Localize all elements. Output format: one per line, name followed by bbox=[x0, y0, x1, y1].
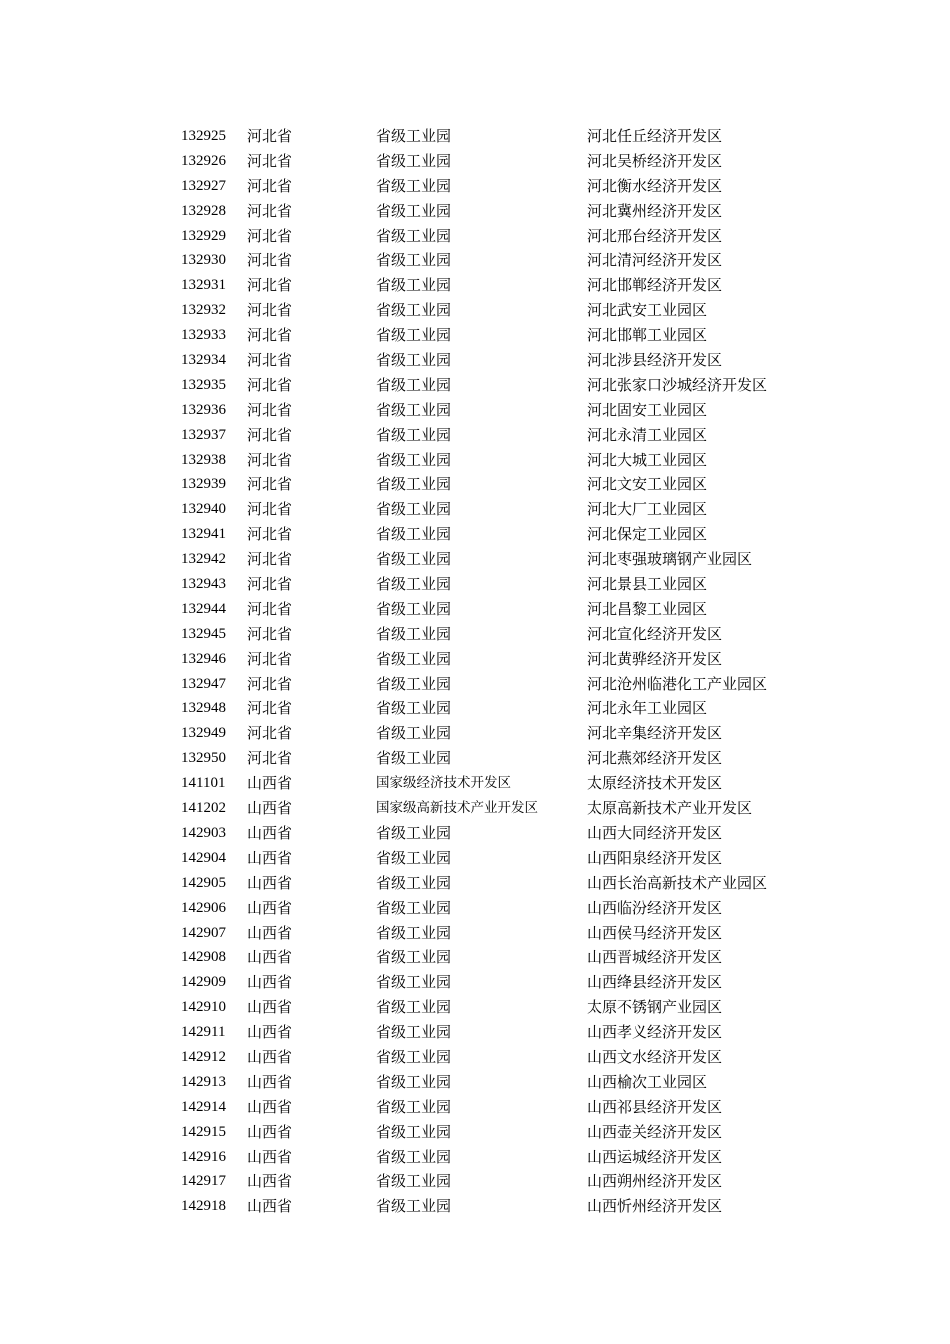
province-cell: 河北省 bbox=[247, 400, 293, 419]
park-code-cell: 141202 bbox=[181, 800, 226, 817]
province-cell: 河北省 bbox=[247, 276, 293, 295]
park-code-cell: 142916 bbox=[181, 1148, 226, 1165]
park-code-cell: 142904 bbox=[181, 849, 226, 866]
park-type-cell: 省级工业园 bbox=[376, 724, 452, 743]
park-code-cell: 132926 bbox=[181, 152, 226, 169]
park-code-cell: 142918 bbox=[181, 1198, 226, 1215]
park-name-cell: 山西绛县经济开发区 bbox=[587, 973, 723, 992]
park-type-cell: 省级工业园 bbox=[376, 1047, 452, 1066]
park-name-cell: 山西晋城经济开发区 bbox=[587, 948, 723, 967]
park-name-cell: 山西祁县经济开发区 bbox=[587, 1097, 723, 1116]
table-row bbox=[0, 522, 950, 547]
park-name-cell: 山西孝义经济开发区 bbox=[587, 1023, 723, 1042]
park-list-table bbox=[0, 124, 950, 1219]
park-code-cell: 141101 bbox=[181, 775, 226, 792]
park-type-cell: 省级工业园 bbox=[376, 699, 452, 718]
park-type-cell: 省级工业园 bbox=[376, 1122, 452, 1141]
park-code-cell: 142908 bbox=[181, 949, 226, 966]
park-name-cell: 山西长治高新技术产业园区 bbox=[587, 873, 768, 892]
park-type-cell: 省级工业园 bbox=[376, 624, 452, 643]
province-cell: 河北省 bbox=[247, 724, 293, 743]
park-type-cell: 省级工业园 bbox=[376, 1197, 452, 1216]
park-name-cell: 河北宣化经济开发区 bbox=[587, 624, 723, 643]
table-row bbox=[0, 871, 950, 896]
park-type-cell: 省级工业园 bbox=[376, 301, 452, 320]
park-code-cell: 142905 bbox=[181, 874, 226, 891]
park-type-cell: 省级工业园 bbox=[376, 1023, 452, 1042]
table-row bbox=[0, 1194, 950, 1219]
province-cell: 河北省 bbox=[247, 301, 293, 320]
park-type-cell: 省级工业园 bbox=[376, 599, 452, 618]
province-cell: 河北省 bbox=[247, 599, 293, 618]
park-name-cell: 山西朔州经济开发区 bbox=[587, 1172, 723, 1191]
park-code-cell: 132928 bbox=[181, 202, 226, 219]
park-type-cell: 国家级高新技术产业开发区 bbox=[376, 800, 538, 817]
province-cell: 河北省 bbox=[247, 749, 293, 768]
province-cell: 河北省 bbox=[247, 475, 293, 494]
province-cell: 河北省 bbox=[247, 201, 293, 220]
province-cell: 山西省 bbox=[247, 1023, 293, 1042]
park-code-cell: 132950 bbox=[181, 750, 226, 767]
park-code-cell: 142913 bbox=[181, 1073, 226, 1090]
park-name-cell: 河北邯郸经济开发区 bbox=[587, 276, 723, 295]
park-type-cell: 省级工业园 bbox=[376, 1072, 452, 1091]
park-type-cell: 省级工业园 bbox=[376, 923, 452, 942]
park-name-cell: 河北邯郸工业园区 bbox=[587, 326, 708, 345]
park-code-cell: 132946 bbox=[181, 650, 226, 667]
park-type-cell: 省级工业园 bbox=[376, 375, 452, 394]
park-type-cell: 省级工业园 bbox=[376, 351, 452, 370]
table-row bbox=[0, 273, 950, 298]
park-name-cell: 河北永清工业园区 bbox=[587, 425, 708, 444]
park-type-cell: 省级工业园 bbox=[376, 201, 452, 220]
park-type-cell: 省级工业园 bbox=[376, 326, 452, 345]
park-code-cell: 142903 bbox=[181, 824, 226, 841]
province-cell: 山西省 bbox=[247, 1172, 293, 1191]
park-name-cell: 山西榆次工业园区 bbox=[587, 1072, 708, 1091]
park-type-cell: 省级工业园 bbox=[376, 251, 452, 270]
park-code-cell: 132948 bbox=[181, 700, 226, 717]
park-type-cell: 省级工业园 bbox=[376, 649, 452, 668]
table-row bbox=[0, 647, 950, 672]
province-cell: 山西省 bbox=[247, 873, 293, 892]
table-row bbox=[0, 1120, 950, 1145]
table-row bbox=[0, 224, 950, 249]
park-code-cell: 132941 bbox=[181, 526, 226, 543]
province-cell: 山西省 bbox=[247, 1097, 293, 1116]
province-cell: 河北省 bbox=[247, 550, 293, 569]
park-name-cell: 河北涉县经济开发区 bbox=[587, 351, 723, 370]
province-cell: 河北省 bbox=[247, 226, 293, 245]
table-row bbox=[0, 448, 950, 473]
park-type-cell: 省级工业园 bbox=[376, 500, 452, 519]
park-name-cell: 河北景县工业园区 bbox=[587, 575, 708, 594]
park-type-cell: 省级工业园 bbox=[376, 749, 452, 768]
park-code-cell: 142917 bbox=[181, 1173, 226, 1190]
province-cell: 山西省 bbox=[247, 1122, 293, 1141]
park-name-cell: 山西阳泉经济开发区 bbox=[587, 848, 723, 867]
park-name-cell: 山西临汾经济开发区 bbox=[587, 898, 723, 917]
park-code-cell: 142911 bbox=[181, 1024, 226, 1041]
park-type-cell: 省级工业园 bbox=[376, 151, 452, 170]
park-name-cell: 河北清河经济开发区 bbox=[587, 251, 723, 270]
table-row bbox=[0, 696, 950, 721]
park-type-cell: 省级工业园 bbox=[376, 1097, 452, 1116]
park-name-cell: 河北冀州经济开发区 bbox=[587, 201, 723, 220]
table-row bbox=[0, 472, 950, 497]
table-row bbox=[0, 1045, 950, 1070]
park-code-cell: 132932 bbox=[181, 302, 226, 319]
park-name-cell: 河北文安工业园区 bbox=[587, 475, 708, 494]
table-row bbox=[0, 1095, 950, 1120]
province-cell: 河北省 bbox=[247, 351, 293, 370]
table-row bbox=[0, 771, 950, 796]
park-type-cell: 省级工业园 bbox=[376, 550, 452, 569]
province-cell: 河北省 bbox=[247, 127, 293, 145]
park-name-cell: 太原高新技术产业开发区 bbox=[587, 799, 753, 818]
park-type-cell: 省级工业园 bbox=[376, 898, 452, 917]
province-cell: 山西省 bbox=[247, 774, 293, 793]
park-name-cell: 河北沧州临港化工产业园区 bbox=[587, 674, 768, 693]
province-cell: 山西省 bbox=[247, 923, 293, 942]
table-row bbox=[0, 1020, 950, 1045]
park-type-cell: 省级工业园 bbox=[376, 450, 452, 469]
park-code-cell: 132934 bbox=[181, 352, 226, 369]
park-code-cell: 132939 bbox=[181, 476, 226, 493]
park-name-cell: 山西文水经济开发区 bbox=[587, 1047, 723, 1066]
province-cell: 山西省 bbox=[247, 1197, 293, 1216]
park-name-cell: 河北枣强玻璃钢产业园区 bbox=[587, 550, 753, 569]
table-row bbox=[0, 149, 950, 174]
park-code-cell: 132936 bbox=[181, 401, 226, 418]
province-cell: 河北省 bbox=[247, 375, 293, 394]
table-row bbox=[0, 348, 950, 373]
park-code-cell: 132925 bbox=[181, 128, 226, 144]
park-name-cell: 山西大同经济开发区 bbox=[587, 823, 723, 842]
table-row bbox=[0, 423, 950, 448]
park-name-cell: 河北黄骅经济开发区 bbox=[587, 649, 723, 668]
park-code-cell: 132945 bbox=[181, 625, 226, 642]
table-row bbox=[0, 174, 950, 199]
park-code-cell: 132944 bbox=[181, 600, 226, 617]
province-cell: 山西省 bbox=[247, 848, 293, 867]
table-row bbox=[0, 995, 950, 1020]
province-cell: 河北省 bbox=[247, 176, 293, 195]
table-row bbox=[0, 597, 950, 622]
park-code-cell: 132938 bbox=[181, 451, 226, 468]
park-type-cell: 省级工业园 bbox=[376, 127, 452, 145]
park-code-cell: 132947 bbox=[181, 675, 226, 692]
park-code-cell: 142910 bbox=[181, 999, 226, 1016]
park-code-cell: 132949 bbox=[181, 725, 226, 742]
park-type-cell: 国家级经济技术开发区 bbox=[376, 775, 511, 792]
park-type-cell: 省级工业园 bbox=[376, 948, 452, 967]
park-type-cell: 省级工业园 bbox=[376, 400, 452, 419]
park-type-cell: 省级工业园 bbox=[376, 525, 452, 544]
province-cell: 山西省 bbox=[247, 898, 293, 917]
park-name-cell: 太原不锈钢产业园区 bbox=[587, 998, 723, 1017]
table-row bbox=[0, 248, 950, 273]
table-row bbox=[0, 796, 950, 821]
park-type-cell: 省级工业园 bbox=[376, 973, 452, 992]
park-type-cell: 省级工业园 bbox=[376, 823, 452, 842]
park-type-cell: 省级工业园 bbox=[376, 674, 452, 693]
province-cell: 山西省 bbox=[247, 823, 293, 842]
park-type-cell: 省级工业园 bbox=[376, 873, 452, 892]
park-code-cell: 142906 bbox=[181, 899, 226, 916]
province-cell: 山西省 bbox=[247, 799, 293, 818]
table-row bbox=[0, 572, 950, 597]
park-code-cell: 142907 bbox=[181, 924, 226, 941]
table-row bbox=[0, 622, 950, 647]
table-row bbox=[0, 298, 950, 323]
park-code-cell: 132929 bbox=[181, 227, 226, 244]
park-type-cell: 省级工业园 bbox=[376, 226, 452, 245]
park-type-cell: 省级工业园 bbox=[376, 1147, 452, 1166]
table-row bbox=[0, 1169, 950, 1194]
table-row bbox=[0, 945, 950, 970]
province-cell: 河北省 bbox=[247, 251, 293, 270]
park-name-cell: 山西侯马经济开发区 bbox=[587, 923, 723, 942]
park-type-cell: 省级工业园 bbox=[376, 425, 452, 444]
province-cell: 山西省 bbox=[247, 1147, 293, 1166]
park-name-cell: 河北大厂工业园区 bbox=[587, 500, 708, 519]
province-cell: 河北省 bbox=[247, 674, 293, 693]
park-type-cell: 省级工业园 bbox=[376, 1172, 452, 1191]
table-row bbox=[0, 846, 950, 871]
park-code-cell: 132933 bbox=[181, 327, 226, 344]
table-row bbox=[0, 821, 950, 846]
park-code-cell: 132930 bbox=[181, 252, 226, 269]
park-type-cell: 省级工业园 bbox=[376, 176, 452, 195]
park-name-cell: 河北张家口沙城经济开发区 bbox=[587, 375, 768, 394]
park-name-cell: 河北吴桥经济开发区 bbox=[587, 151, 723, 170]
park-name-cell: 河北武安工业园区 bbox=[587, 301, 708, 320]
park-type-cell: 省级工业园 bbox=[376, 998, 452, 1017]
table-row bbox=[0, 547, 950, 572]
table-row bbox=[0, 124, 950, 149]
park-name-cell: 河北邢台经济开发区 bbox=[587, 226, 723, 245]
province-cell: 河北省 bbox=[247, 699, 293, 718]
park-type-cell: 省级工业园 bbox=[376, 575, 452, 594]
park-name-cell: 河北固安工业园区 bbox=[587, 400, 708, 419]
province-cell: 河北省 bbox=[247, 151, 293, 170]
table-row bbox=[0, 373, 950, 398]
province-cell: 河北省 bbox=[247, 575, 293, 594]
province-cell: 河北省 bbox=[247, 425, 293, 444]
park-type-cell: 省级工业园 bbox=[376, 276, 452, 295]
province-cell: 河北省 bbox=[247, 525, 293, 544]
table-row bbox=[0, 896, 950, 921]
park-code-cell: 132931 bbox=[181, 277, 226, 294]
table-row bbox=[0, 970, 950, 995]
park-name-cell: 山西运城经济开发区 bbox=[587, 1147, 723, 1166]
table-row bbox=[0, 1070, 950, 1095]
park-name-cell: 河北辛集经济开发区 bbox=[587, 724, 723, 743]
table-row bbox=[0, 746, 950, 771]
table-row bbox=[0, 721, 950, 746]
park-code-cell: 132927 bbox=[181, 177, 226, 194]
table-row bbox=[0, 199, 950, 224]
park-name-cell: 河北昌黎工业园区 bbox=[587, 599, 708, 618]
table-row bbox=[0, 323, 950, 348]
park-name-cell: 河北燕郊经济开发区 bbox=[587, 749, 723, 768]
park-code-cell: 132940 bbox=[181, 501, 226, 518]
province-cell: 河北省 bbox=[247, 649, 293, 668]
park-code-cell: 142915 bbox=[181, 1123, 226, 1140]
table-row bbox=[0, 497, 950, 522]
province-cell: 河北省 bbox=[247, 326, 293, 345]
park-name-cell: 河北任丘经济开发区 bbox=[587, 127, 723, 145]
park-name-cell: 山西壶关经济开发区 bbox=[587, 1122, 723, 1141]
park-name-cell: 太原经济技术开发区 bbox=[587, 774, 723, 793]
province-cell: 河北省 bbox=[247, 450, 293, 469]
park-type-cell: 省级工业园 bbox=[376, 848, 452, 867]
province-cell: 山西省 bbox=[247, 998, 293, 1017]
province-cell: 山西省 bbox=[247, 973, 293, 992]
park-name-cell: 河北永年工业园区 bbox=[587, 699, 708, 718]
park-code-cell: 142914 bbox=[181, 1098, 226, 1115]
province-cell: 山西省 bbox=[247, 1072, 293, 1091]
park-code-cell: 132935 bbox=[181, 376, 226, 393]
park-name-cell: 河北大城工业园区 bbox=[587, 450, 708, 469]
province-cell: 河北省 bbox=[247, 624, 293, 643]
park-name-cell: 山西忻州经济开发区 bbox=[587, 1197, 723, 1216]
province-cell: 山西省 bbox=[247, 1047, 293, 1066]
table-row bbox=[0, 398, 950, 423]
park-code-cell: 142912 bbox=[181, 1048, 226, 1065]
park-code-cell: 132937 bbox=[181, 426, 226, 443]
park-code-cell: 132943 bbox=[181, 576, 226, 593]
park-type-cell: 省级工业园 bbox=[376, 475, 452, 494]
table-row bbox=[0, 1145, 950, 1170]
province-cell: 河北省 bbox=[247, 500, 293, 519]
table-row bbox=[0, 921, 950, 946]
park-name-cell: 河北衡水经济开发区 bbox=[587, 176, 723, 195]
table-row bbox=[0, 672, 950, 697]
park-code-cell: 142909 bbox=[181, 974, 226, 991]
park-name-cell: 河北保定工业园区 bbox=[587, 525, 708, 544]
province-cell: 山西省 bbox=[247, 948, 293, 967]
park-code-cell: 132942 bbox=[181, 551, 226, 568]
